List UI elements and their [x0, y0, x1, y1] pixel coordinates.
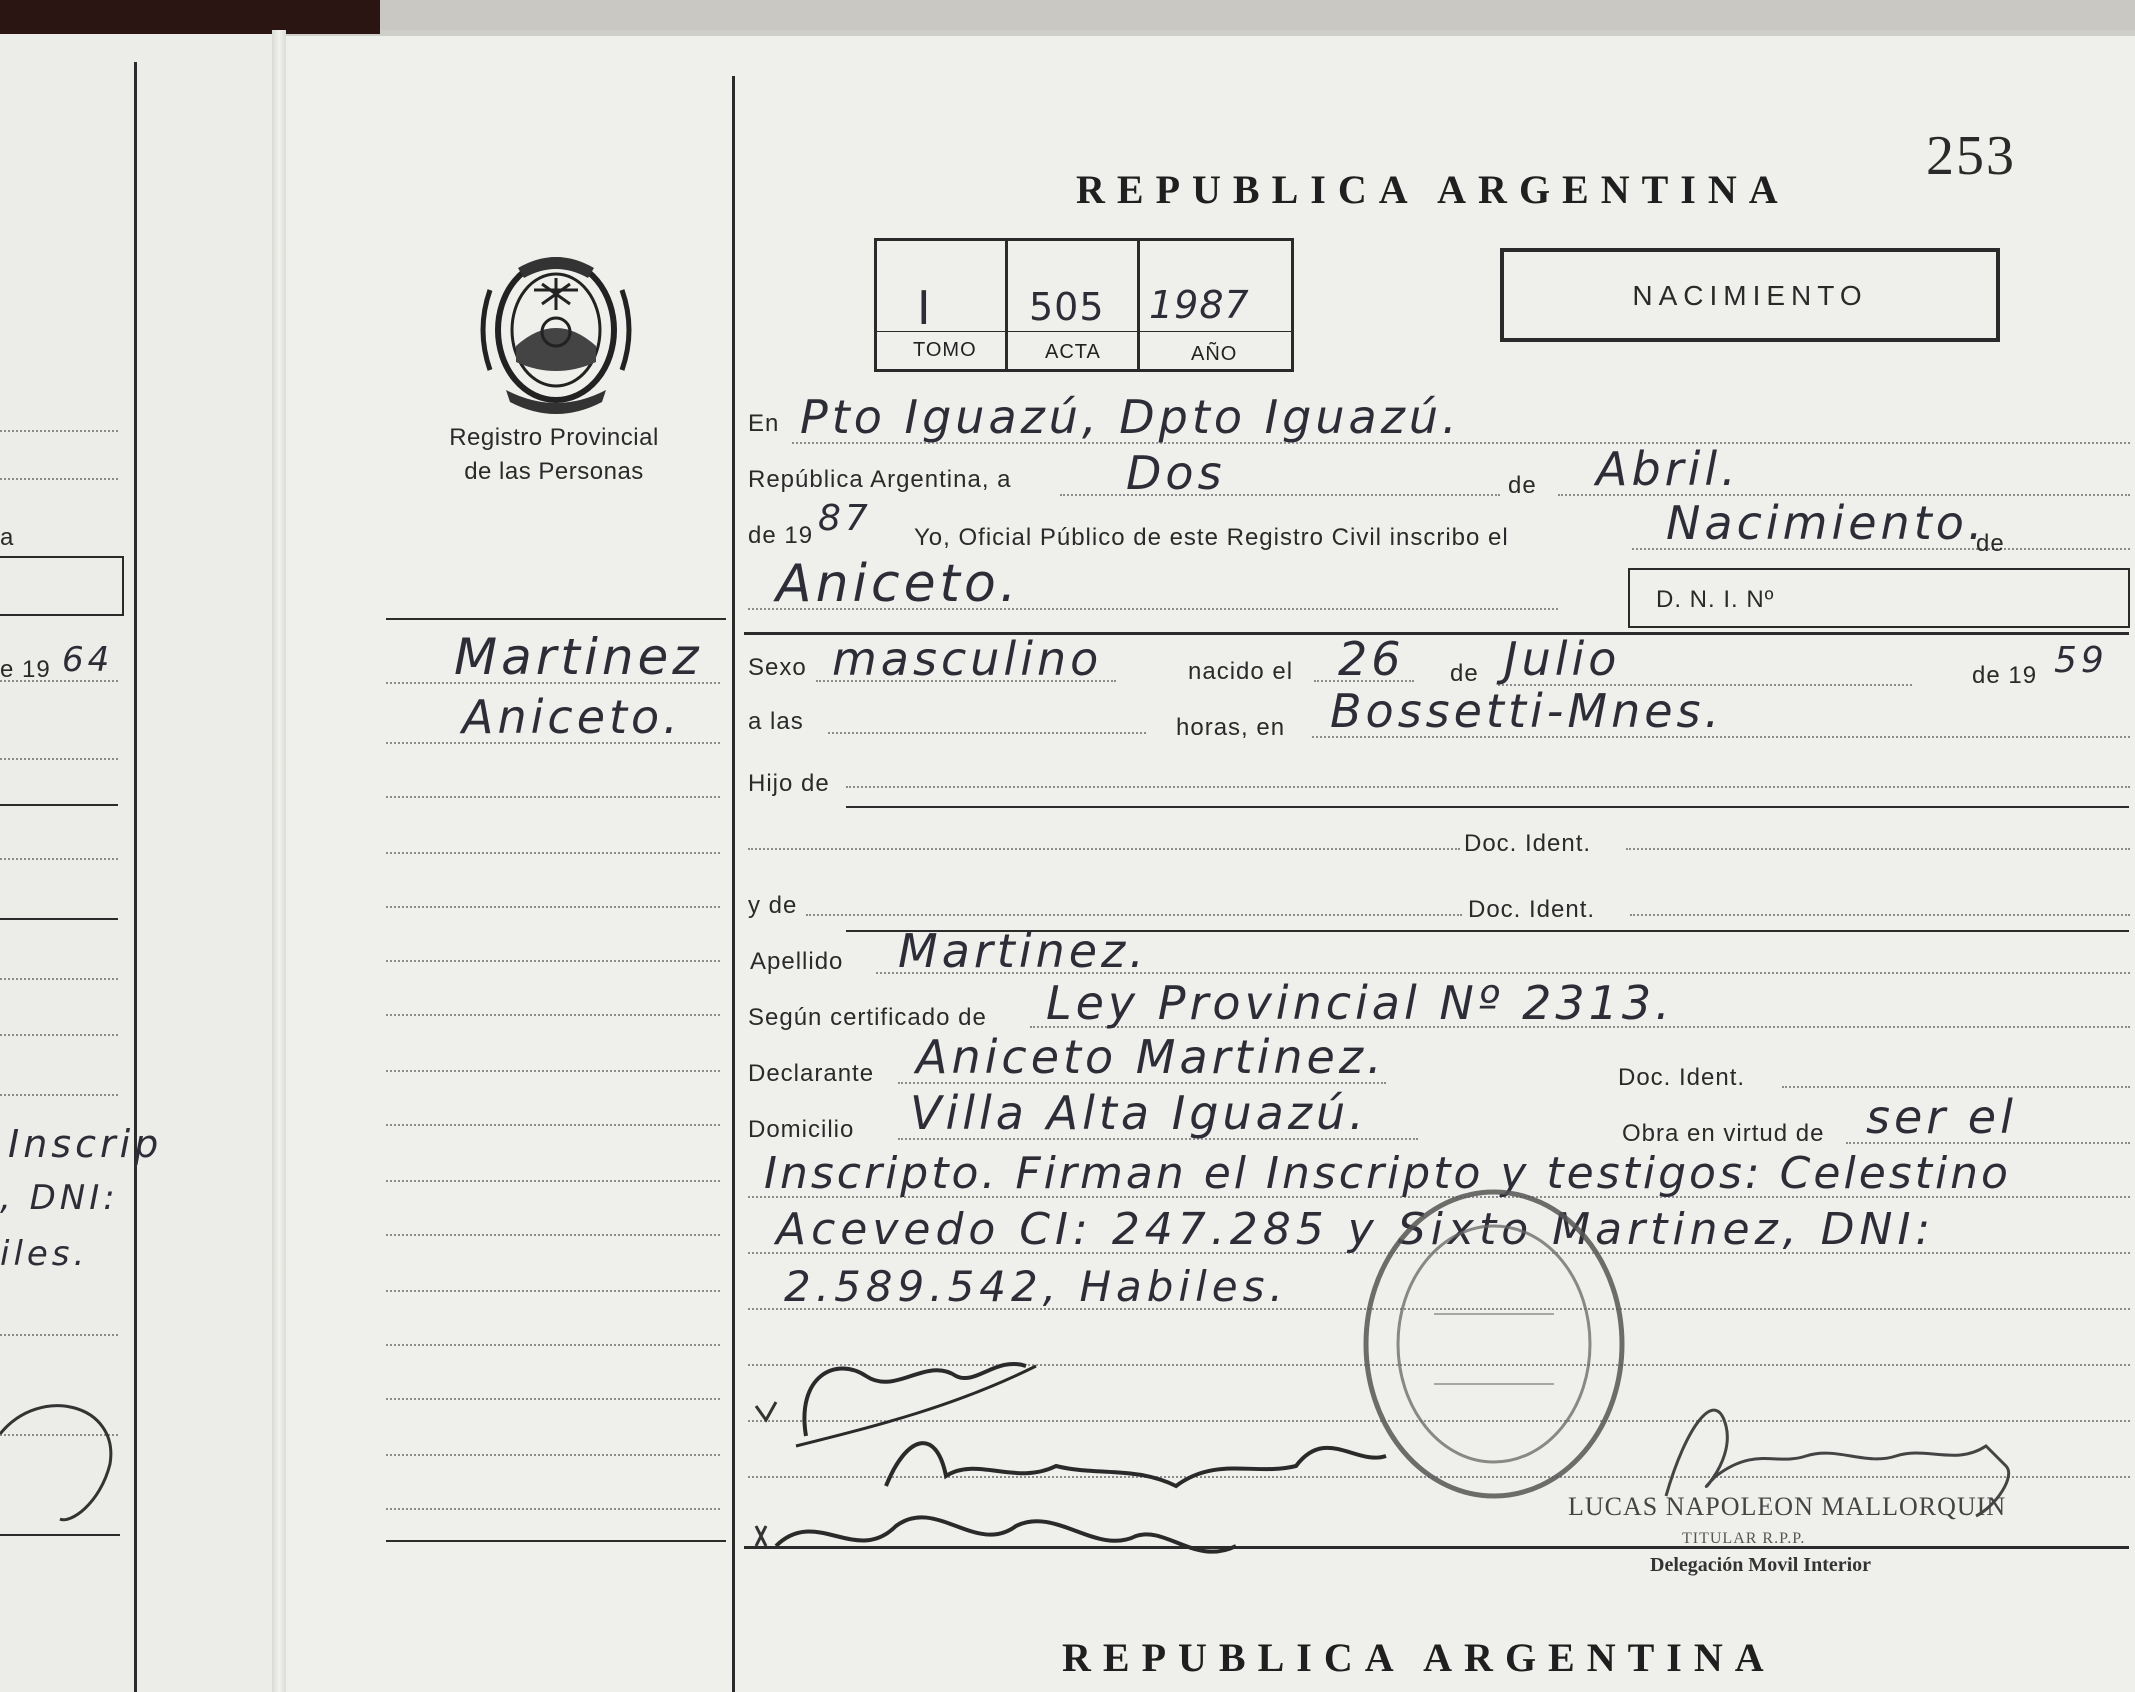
field-line — [828, 732, 1146, 734]
background-top-strip — [380, 0, 2135, 30]
margin-dotted-line — [386, 906, 720, 908]
margin-dotted-line — [386, 1508, 720, 1510]
acta-value: 505 — [1029, 285, 1105, 329]
background-dark-corner — [0, 0, 380, 34]
margin-dotted-line — [386, 960, 720, 962]
margin-dotted-line — [386, 1344, 720, 1346]
label-en: En — [748, 410, 780, 437]
field-birth-year: 59 — [2054, 640, 2108, 681]
field-sex: masculino — [832, 632, 1103, 686]
tomo-value: I — [917, 281, 935, 335]
label-doc-ident: Doc. Ident. — [1468, 896, 1596, 923]
left-dni-box — [0, 556, 124, 616]
field-line — [846, 786, 2130, 788]
field-birth-month: Julio — [1504, 632, 1621, 686]
margin-bottom-rule — [386, 1540, 726, 1542]
label-dni: D. N. I. Nº — [1656, 586, 1775, 613]
label-de-19: de 19 — [1972, 662, 2038, 689]
registry-name-line-1: Registro Provincial — [449, 424, 659, 451]
field-certificate: Ley Provincial Nº 2313. — [1046, 976, 1674, 1030]
label-domicilio: Domicilio — [748, 1116, 855, 1143]
label-doc-ident: Doc. Ident. — [1618, 1064, 1746, 1091]
left-note-line-1: Inscrip — [8, 1122, 163, 1166]
signatures-icon — [736, 1336, 1536, 1596]
field-year: 87 — [818, 498, 872, 539]
field-line — [1782, 1086, 2130, 1088]
label-de: de — [1508, 472, 1537, 499]
office-stamp: Delegación Movil Interior — [1650, 1554, 1872, 1576]
official-title-stamp: TITULAR R.P.P. — [1682, 1530, 1806, 1547]
margin-column-rule — [732, 76, 735, 1692]
field-birth-day: 26 — [1338, 632, 1405, 686]
tomo-label: TOMO — [913, 339, 977, 361]
margin-dotted-line — [386, 1180, 720, 1182]
acta-label: ACTA — [1045, 341, 1101, 363]
field-line — [748, 848, 1460, 850]
margin-dotted-line — [386, 1398, 720, 1400]
field-month: Abril. — [1596, 442, 1740, 496]
act-type-label: NACIMIENTO — [1632, 280, 1868, 311]
left-dotted-line — [0, 978, 118, 980]
act-type-box — [1500, 248, 2000, 342]
label-yo-oficial: Yo, Oficial Público de este Registro Civil inscribo el — [914, 524, 1509, 551]
label-apellido: Apellido — [750, 948, 844, 975]
margin-dotted-line — [386, 1014, 720, 1016]
page-number: 253 — [1926, 125, 2016, 187]
left-page-margin-rule — [134, 62, 137, 1692]
ano-label: AÑO — [1191, 343, 1238, 365]
label-republica: República Argentina, a — [748, 466, 1012, 493]
record-box-underline — [877, 331, 1291, 332]
observation-line-1: Inscripto. Firman el Inscripto y testigos: Celestino — [764, 1148, 2011, 1199]
label-a-las: a las — [748, 708, 804, 735]
left-note-line-2: , DNI: — [0, 1178, 119, 1218]
field-address: Villa Alta Iguazú. — [910, 1086, 1368, 1140]
left-rule — [0, 804, 118, 806]
left-dotted-line — [0, 430, 118, 432]
left-note-line-3: iles. — [0, 1234, 89, 1274]
field-name: Aniceto. — [776, 554, 1021, 614]
field-declarant: Aniceto Martinez. — [916, 1030, 1386, 1084]
left-dotted-line — [0, 680, 118, 682]
field-obra: ser el — [1866, 1090, 2017, 1144]
label-declarante: Declarante — [748, 1060, 875, 1087]
label-y-de: y de — [748, 892, 798, 919]
page-title: REPUBLICA ARGENTINA — [1076, 167, 1790, 212]
label-nacido-el: nacido el — [1188, 658, 1294, 685]
observation-line-2: Acevedo CI: 247.285 y Sixto Martinez, DNI: — [776, 1204, 1936, 1255]
left-year: 64 — [62, 640, 114, 680]
left-dotted-line — [0, 758, 118, 760]
left-rule — [0, 1534, 120, 1536]
record-number-box — [874, 238, 1294, 372]
official-name-stamp: LUCAS NAPOLEON MALLORQUIN — [1568, 1492, 2007, 1521]
next-record-title: REPUBLICA ARGENTINA — [1062, 1635, 1776, 1680]
left-note-a: a — [0, 524, 15, 551]
field-line — [1626, 848, 2130, 850]
left-rule — [0, 918, 118, 920]
registry-name-line-2: de las Personas — [464, 458, 644, 485]
label-obra: Obra en virtud de — [1622, 1120, 1825, 1147]
left-dotted-line — [0, 1034, 118, 1036]
field-line — [1630, 914, 2130, 916]
margin-dotted-line — [386, 1454, 720, 1456]
ano-value: 1987 — [1149, 283, 1250, 327]
label-de: de — [1976, 530, 2005, 557]
margin-dotted-line — [386, 1070, 720, 1072]
margin-dotted-line — [386, 796, 720, 798]
label-de-19: de 19 — [748, 522, 814, 549]
left-dotted-line — [0, 858, 118, 860]
record-box-divider — [1137, 241, 1140, 369]
field-place: Pto Iguazú, Dpto Iguazú. — [800, 390, 1461, 444]
left-dotted-line — [0, 1334, 118, 1336]
margin-dotted-line — [386, 1124, 720, 1126]
section-rule — [846, 806, 2129, 808]
field-line — [806, 914, 1462, 916]
margin-dotted-line — [386, 1234, 720, 1236]
margin-dotted-line — [386, 852, 720, 854]
margin-surname: Martinez — [454, 628, 703, 686]
label-doc-ident: Doc. Ident. — [1464, 830, 1592, 857]
margin-dotted-line — [386, 1290, 720, 1292]
observation-line-3: 2.589.542, Habiles. — [784, 1262, 1288, 1311]
dni-box — [1628, 568, 2130, 628]
label-horas-en: horas, en — [1176, 714, 1286, 741]
label-segun-certificado: Según certificado de — [748, 1004, 987, 1031]
field-day: Dos — [1126, 446, 1226, 500]
label-sexo: Sexo — [748, 654, 807, 681]
provincial-seal-icon — [476, 250, 636, 414]
field-act: Nacimiento. — [1666, 496, 1987, 550]
left-dotted-line — [0, 1094, 118, 1096]
left-dotted-line — [0, 478, 118, 480]
field-surname: Martinez. — [898, 924, 1148, 978]
label-hijo-de: Hijo de — [748, 770, 830, 797]
record-box-divider — [1005, 241, 1008, 369]
book-gutter — [272, 30, 286, 1692]
right-page — [286, 36, 2135, 1692]
margin-top-rule — [386, 618, 726, 620]
left-signature-mark — [0, 1374, 130, 1524]
label-de: de — [1450, 660, 1479, 687]
left-page — [0, 34, 272, 1692]
margin-given-name: Aniceto. — [462, 690, 682, 744]
left-year-prefix: e 19 — [0, 656, 51, 683]
field-birthplace: Bossetti-Mnes. — [1330, 684, 1724, 738]
